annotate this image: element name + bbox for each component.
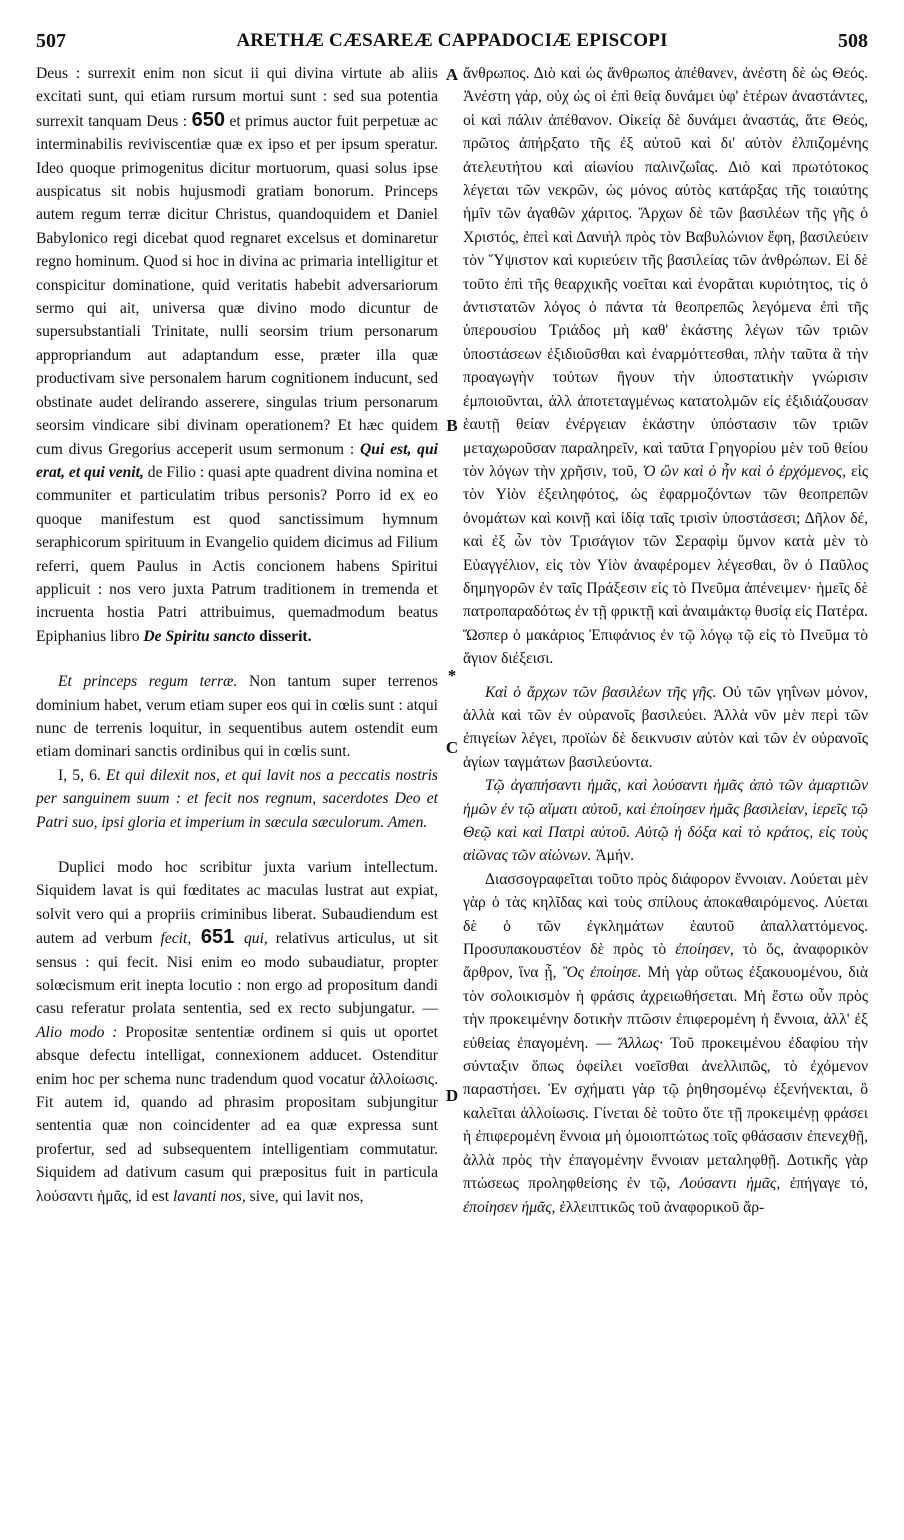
latin-paragraph-4: Duplici modo hoc scribitur juxta varium intellectum. Siquidem lavat is qui fœditates ac maculas lustrat aut expiat, solvit vero qui a propriis criminibus liberat. Subaudiendum est autem ad verbum fecit, 651 qui, relativus articulus, ut sit sensus : qui fecit. Nisi enim eo modo subaudiatur, propter solœcismum erit inepta locutio : non ergo ad propositum dandi casu referatur prolata sententia, sed ex recto subjungatur. — Alio modo : Propositæ sententiæ ordinem si quis ut oportet absque defectu intelligat, connexionem adducet. Ostenditur enim hoc per schema nunc tradendum quod vocatur ἀλλοίωσις. Fit autem id, quando ad phrasim propositam subjungitur sententia quæ non coincidenter ad ea quæ expressa sunt profertur, sed ad subsequentem intelligentiam commutatur. Siquidem ad dativum casum qui præpositus fuit in particula λούσαντι ἡμᾶς, id est lavanti nos, sive, qui lavit nos, xyxy=(36,859,438,1205)
greek-paragraph-4: Διασσογραφεῖται τοῦτο πρὸς διάφορον ἔννοιαν. Λούεται μὲν γὰρ ὁ τὰς κηλῖδας καὶ τοὺς σπίλους ἀποκαθαιρόμενος. Λύεται δὲ ὁ τῶν ἐγκλημάτων ἑαυτοῦ ἀπαλλαττόμενος. Προσυπακουστέον δὲ πρὸς τὸ ἐποίησεν, τὸ ὅς, ἀναφορικὸν ἄρθρον, ἵνα ᾖ, Ὃς ἐποίησε. Μὴ γὰρ οὕτως ἐξακουομένου, διὰ τὸν σολοικισμὸν ἡ φράσις ἀχρειωθήσεται. Μὴ ἔστω οὖν πρὸς τὴν προκειμένην δοτικὴν πτῶσιν ἐπιφερομένη ἡ ἔννοια, ἀλλ' ἐξ εὐθείας ἐπαγομένη. — Ἄλλως· Τοῦ προκειμένου ἐδαφίου τὴν σύνταξιν ὅπως ὀφείλει νοεῖσθαι ἀνελλιπῶς, τὸ ἐχόμενον παραστήσει. Ἐν σχήματι γὰρ τῷ ῥηθησομένῳ ἐξενήνεκται, ὃ καλεῖται ἀλλοίωσις. Γίνεται δὲ τοῦτο ὅτε τῇ προκειμένῃ φράσει ἡ ἐπιφερομένη ἔννοια μὴ ὁμοιοπτώτως τοῖς φθάσασιν ἐπενεχθῇ, ἀλλὰ πρὸς τὴν ἐπαγομένην ἔννοιαν μεταληφθῇ. Δοτικῆς γὰρ πτώσεως προληφθείσης ἐν τῷ, Λούσαντι ἡμᾶς, ἐπήγαγε τό, ἐποίησεν ἡμᾶς, ἐλλειπτικῶς τοῦ ἀναφορικοῦ ἄρ- xyxy=(463,870,869,1216)
latin-verse-reference: I, 5, 6. Et qui dilexit nos, et qui lavit nos a peccatis nostris per sanguinem suum : et fecit nos regnum, sacerdotes Deo et Patri suo, ipsi gloria et imperium in sæcula sæculorum. Amen. xyxy=(36,766,439,831)
running-header xyxy=(36,30,868,56)
greek-paragraph-2: Καὶ ὁ ἄρχων τῶν βασιλέων τῆς γῆς. Οὐ τῶν γηΐνων μόνον, ἀλλὰ καὶ τῶν ἐν οὐρανοῖς βασιλεύει. Ἀλλὰ νῦν μὲν περὶ τῶν ἐπιγείων λέγει, προϊὼν δὲ δεικνυσιν αὐτὸν καὶ τῶν ἐν οὐρανοῖς ἁγίων ταγμάτων βασιλεύοντα. xyxy=(463,683,869,771)
greek-paragraph-1: ἄνθρωπος. Διὸ καὶ ὡς ἄνθρωπος ἀπέθανεν, ἀνέστη δὲ ὡς Θεός. Ἀνέστη γάρ, οὐχ ὡς οἱ ἐπὶ θείᾳ δυνάμει ὑφ' ἑτέρων ἀναστάντες, οἱ καὶ πάλιν ἀπέθανον. Οἰκείᾳ δὲ δυνάμει ἀναστάς, ἅτε Θεός, πρῶτος ἀπήρξατο τῆς ἐξ αὐτοῦ καὶ δι' αὐτὸν ἐλπιζομένης ἀτελευτήτου καὶ αἰωνίου παλινζωΐας. Διὸ καὶ πρωτότοκος λέγεται τῶν νεκρῶν, ὡς μόνος αὐτὸς κατάρξας τῆς τοιαύτης ἡμῖν τῶν ἀγαθῶν χάριτος. Ἄρχων δὲ τῶν βασιλέων τῆς γῆς ὁ Χριστός, ἐπεὶ καὶ Δανιὴλ πρὸς τὸν Βαβυλώνιον ἔφη, βασιλεύειν τὸν Ὕψιστον καὶ κυριεύειν τῆς βασιλείας τῶν ἀνθρώπων. Εἰ δὲ τοῦτο ἐπὶ τῆς θεαρχικῆς νοεῖται καὶ ἐνορᾶται κυριότητος, τίς ὁ ἀντιστατῶν λόγος ὁ πάντα τὰ θεοπρεπῶς λεγόμενα ἐπὶ τῆς ὑπερουσίου Τριάδος μὴ καθ' ἑκάστης λέγων τῶν τριῶν ὑποστάσεων ἐξιδιοῦσθαι καὶ ἐναρμόττεσθαι, πλὴν ταῦτα ἃ τὴν προαγωγὴν τούτων ἤγουν τὴν ὑποστατικὴν γνώρισιν ἐμποιοῦνται, ἀλλ ἀποτεταγμένως κατατολμῶν εἰς ἐξιδιάζουσαν ἑαυτῇ θείαν ἐνέργειαν ἑκάστην ὑπόστασιν τῶν τριῶν μεταχωροῦσαν παραληρεῖν, καὶ ταῦτα Γρηγορίου μὲν τοῦ θείου τὸν λόγων τὴν χρῆσιν, τοῦ, Ὁ ὢν καὶ ὁ ἦν καὶ ὁ ἐρχόμενος, εἰς τὸν Υἱὸν ἐξειληφότος, ὡς ἐφαρμοζόντων τῶν θεοπρεπῶν ὀνομάτων καὶ κοινῇ καὶ ἰδίᾳ ταῖς τρισὶν ὑποστάσεσι; Δῆλον δέ, καὶ ἐξ ὧν τὸν Τρισάγιον τῶν Σεραφὶμ ὕμνον κατὰ μὲν τὸ Εὐαγγέλιον, εἰς τὸν Υἱὸν ἀναφέρομεν λέγεσθαι, ὃν ὁ Παῦλος δημηγορῶν ἐν ταῖς Πράξεσιν εἰς τὸ Πνεῦμα ἀπένειμεν· ἡμεῖς δὲ πατροπαραδότως ἐν τῇ φρικτῇ καὶ ἀναιμάκτῳ θυσίᾳ εἰς Πατέρα. Ὥσπερ ὁ μακάριος Ἐπιφάνιος ἐν τῷ λόγῳ τῷ εἰς τὸ Πνεῦμα τὸ ἅγιον διέξεισι. xyxy=(463,65,868,668)
margin-asterisk: * xyxy=(447,666,457,685)
margin-letter-c: C xyxy=(445,738,459,757)
page-number-right: 508 xyxy=(838,30,868,52)
margin-letter-d: D xyxy=(445,1086,459,1105)
latin-paragraph-1: Deus : surrexit enim non sicut ii qui divina virtute ab aliis excitati sunt, qui etiam rursum mortui sunt : sed sua potentia surrexit tanquam Deus : 650 et primus auctor fuit perpetuæ ac interminabilis reviviscentiæ quæ ex ipso et per ipsum speratur. Ideo quoque primogenitus dicitur mortuorum, quasi solus ipse auspicatus sit nobis hujusmodi gratiam bonorum. Princeps autem regum terræ dicitur Christus, quandoquidem et Daniel Babylonico regi dicebat quod regnaret excelsus et dominaretur regno hominum. Quod si hoc in divina ac primaria intelligitur et conspicitur dominatione, quid veritatis habebit adversariorum sermo qui ait, universa quæ divino modo dicuntur de supersubstantiali Trinitate, nulli seorsim trium personarum appropriandum aut adaptandum esse, præter illa quæ productivam sive personalem harum cognitionem inducunt, sed obstinate audet delirando asserere, singulas trium personarum seorsim vindicare sibi divinam operationem? Et hæc quidem cum divus Gregorius acceperit usum sermonum : Qui est, qui erat, et qui venit, de Filio : quasi apte quadrent divina nomina et communiter et particulatim tribus personis? Porro id ex eo quoque manifestum est quod sanctissimum hymnum seraphicorum spirituum in Evangelio quidem dicimus ad Filium referri, quem Paulus in Actis concionem habens Spiritui applicuit : nos vero juxta Patrum traditionem in tremenda et incruenta hostia Patri attribuimus, quemadmodum beatus Epiphanius libro De Spiritu sancto disserit. xyxy=(36,65,438,645)
latin-column xyxy=(36,62,438,1208)
running-title: ARETHÆ CÆSAREÆ CAPPADOCIÆ EPISCOPI xyxy=(236,30,668,51)
greek-verse: Τῷ ἀγαπήσαντι ἡμᾶς, καὶ λούσαντι ἡμᾶς ἀπὸ τῶν ἁμαρτιῶν ἡμῶν ἐν τῷ αἵματι αὐτοῦ, καὶ ἐποίησεν ἡμᾶς βασιλείαν, ἱερεῖς τῷ Θεῷ καὶ καὶ Πατρὶ αὐτοῦ. Αὐτῷ ἡ δόξα καὶ τὸ κράτος, εἰς τοὺς αἰῶνας τῶν αἰώνων. Ἀμήν. xyxy=(463,777,868,865)
column-number-651: 651 xyxy=(191,926,244,949)
margin-letter-b: B xyxy=(446,416,458,435)
latin-paragraph-2: Et princeps regum terræ. Non tantum super terrenos dominium habet, verum etiam super eos qui in cœlis sunt : atqui nunc de terrenis loquitur, in sequentibus autem ostendit eum etiam dominari sanctis ordinibus qui in cœlis sunt. xyxy=(36,673,438,761)
column-number-650: 650 xyxy=(191,108,225,131)
margin-letter-a: A xyxy=(445,65,459,84)
greek-column xyxy=(463,62,868,1219)
page-number-left: 507 xyxy=(36,30,66,52)
